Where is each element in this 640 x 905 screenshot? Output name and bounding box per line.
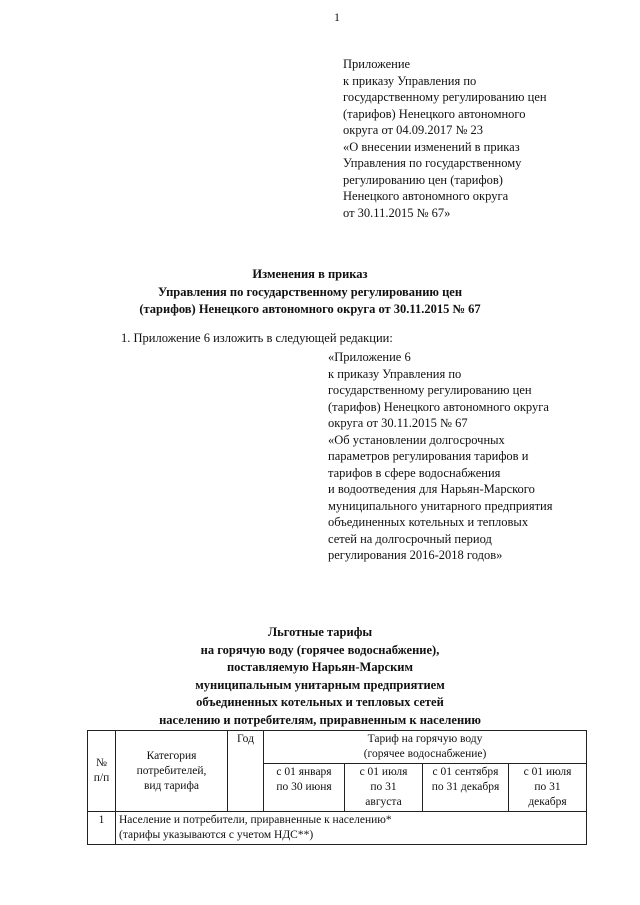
appendix-header-line: «О внесении изменений в приказ	[343, 139, 520, 154]
tariff-title-line: муниципальным унитарным предприятием	[195, 677, 445, 692]
col-year-header: Год	[228, 731, 264, 812]
tariff-title	[120, 624, 520, 729]
appendix-header-line: Управления по государственному	[343, 156, 522, 170]
period-header: с 01 июля по 31 августа	[345, 764, 423, 812]
quoted-appendix-line: (тарифов) Ненецкого автономного округа	[328, 399, 549, 414]
appendix-header-line: государственному регулированию цен	[343, 90, 547, 104]
appendix-header-line: округа от 04.09.2017 № 23	[343, 123, 484, 137]
tariff-title-line: населению и потребителям, приравненным к населению	[159, 712, 481, 727]
quoted-appendix-line: к приказу Управления по	[328, 366, 462, 381]
tariff-title-line: на горячую воду (горячее водоснабжение),	[200, 642, 440, 657]
item-1-text: 1. Приложение 6 изложить в следующей редакции:	[121, 331, 393, 345]
quoted-appendix-line: «Об установлении долгосрочных	[328, 432, 505, 447]
tariff-title-line: объединенных котельных и тепловых сетей	[196, 695, 444, 709]
period-header: с 01 июля по 31 декабря	[509, 764, 587, 812]
tariff-title-line: Льготные тарифы	[267, 625, 373, 639]
changes-title-line: Изменения в приказ	[252, 267, 368, 281]
quoted-appendix-line: округа от 30.11.2015 № 67	[328, 416, 468, 430]
quoted-appendix-line: муниципального унитарного предприятия	[328, 498, 553, 513]
period-header: с 01 сентября по 31 декабря	[423, 764, 509, 812]
quoted-appendix-line: сетей на долгосрочный период	[328, 531, 492, 546]
changes-title	[110, 266, 510, 319]
quoted-appendix-line: объединенных котельных и тепловых	[328, 515, 529, 529]
quoted-appendix-line: и водоотведения для Нарьян-Марского	[328, 482, 535, 496]
quoted-appendix-line: государственному регулированию цен	[328, 383, 532, 397]
changes-title-line: (тарифов) Ненецкого автономного округа от 30.11.2015 № 67	[139, 302, 481, 316]
table-row	[88, 812, 587, 845]
appendix-header	[343, 56, 547, 221]
tariff-table	[87, 730, 587, 845]
appendix-header-line: к приказу Управления по	[343, 73, 477, 88]
col-tariff-header: Тариф на горячую воду (горячее водоснабжение)	[264, 731, 587, 764]
quoted-appendix	[328, 349, 552, 564]
quoted-appendix-line: тарифов в сфере водоснабжения	[328, 465, 501, 480]
appendix-header-line: регулированию цен (тарифов)	[343, 172, 503, 187]
appendix-header-line: от 30.11.2015 № 67»	[343, 205, 451, 220]
quoted-appendix-line: параметров регулирования тарифов и	[328, 449, 529, 463]
changes-title-line: Управления по государственному регулированию цен	[157, 284, 463, 299]
appendix-header-line: Приложение	[343, 57, 411, 71]
period-header: с 01 января по 30 июня	[264, 764, 345, 812]
row-category-text: Население и потребители, приравненные к населению* (тарифы указываются с учетом НДС**)	[116, 812, 587, 845]
appendix-header-line: (тарифов) Ненецкого автономного	[343, 106, 526, 121]
tariff-title-line: поставляемую Нарьян-Марским	[226, 660, 414, 674]
quoted-appendix-line: «Приложение 6	[328, 350, 411, 364]
row-number: 1	[88, 812, 116, 845]
col-num-header: № п/п	[88, 731, 116, 812]
col-category-header: Категория потребителей, вид тарифа	[116, 731, 228, 812]
table-header-row	[88, 731, 587, 764]
page-number: 1	[334, 10, 340, 24]
appendix-header-line: Ненецкого автономного округа	[343, 189, 509, 203]
quoted-appendix-line: регулирования 2016-2018 годов»	[328, 548, 503, 562]
